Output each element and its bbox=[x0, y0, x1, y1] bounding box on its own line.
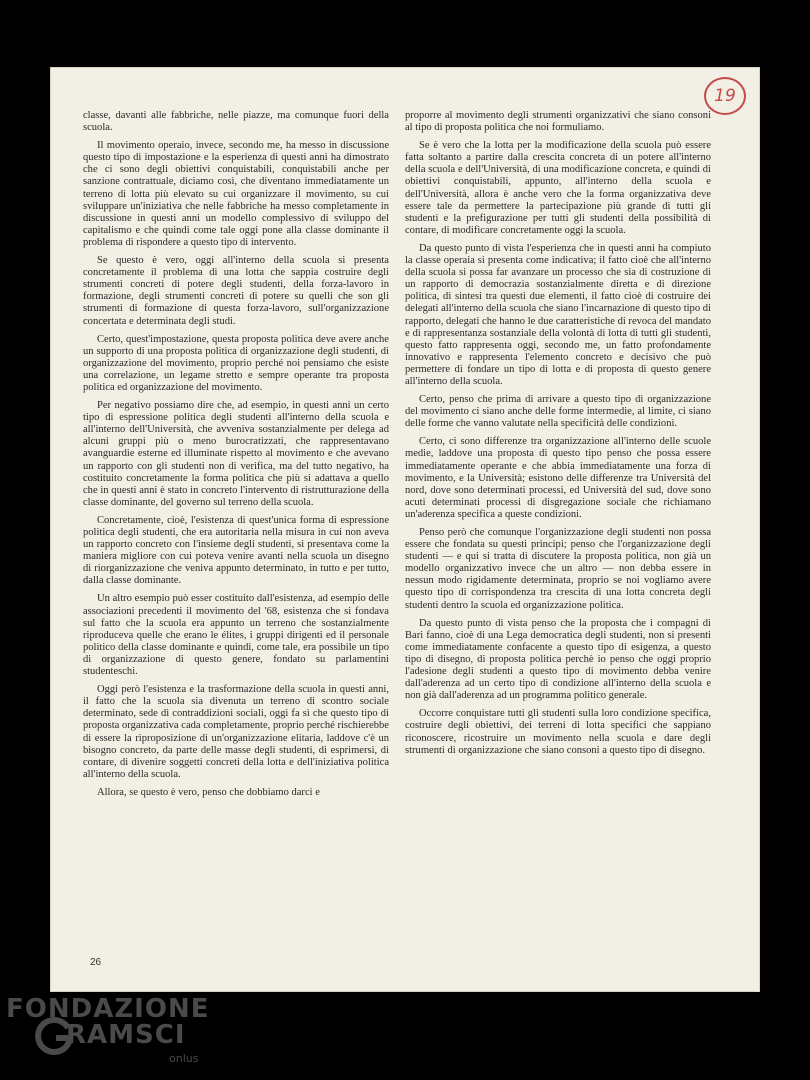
paragraph: Concretamente, cioè, l'esistenza di quest'unica forma di espressione politica degli studenti, che era autoritaria nella misura in cui non aveva un rapporto concreto con l'insieme degli studenti, si presentava come la maniera migliore con cui poteva venire avanti nella scuola un disegno di riorganizzazione che veniva appunto determinato, in tutto e per tutto, dalla classe dominante. bbox=[83, 514, 389, 587]
right-column bbox=[405, 110, 711, 763]
paragraph: Certo, penso che prima di arrivare a questo tipo di organizzazione del movimento ci siano anche delle forme intermedie, al limite, ci siano delle forme che vanno valutate nella specificità delle condizioni. bbox=[405, 394, 711, 430]
paragraph: Certo, ci sono differenze tra organizzazione all'interno delle scuole medie, laddove una proposta di questo tipo penso che possa essere immediatamente operante e che abbia immediatamente una forza di movimento, e la Università; esistono delle differenze tra Università del nord, dove sono determinati processi, ed Università del sud, dove sono acuti determinati processi di disgregazione sociale che richiamano un'aderenza specifica a queste condizioni. bbox=[405, 436, 711, 520]
paragraph: Se è vero che la lotta per la modificazione della scuola può essere fatta soltanto a partire dalla crescita concreta di un potere all'interno della scuola e dell'Università, di una modificazione concreta, e quindi di obiettivi conquistabili, appunto, all'interno della scuola e dell'Università, allora è anche vero che la forma organizzativa deve essere tale da permettere la partecipazione più grande di tutti gli studenti e la prefigurazione per tutti gli studenti della possibilità di contare, di modificare concretamente oggi la scuola. bbox=[405, 140, 711, 236]
paragraph: proporre al movimento degli strumenti organizzativi che siano consoni al tipo di proposta politica che noi formuliamo. bbox=[405, 110, 711, 134]
stamp-number: 19 bbox=[714, 86, 736, 106]
logo-suffix: onlus bbox=[169, 1052, 199, 1065]
paragraph: Il movimento operaio, invece, secondo me, ha messo in discussione questo tipo di impostazione e la esperienza di questi anni ha dimostrato che ci sono degli obiettivi conquistabili, conquistabili anche per sanzione contrattuale, diciamo così, che diventano immediatamente un terreno di lotta più elevato su cui organizzare il movimento, su cui sviluppare un'iniziativa che nelle fabbriche ha messo completamente in discussione in questi anni un modello complessivo di sviluppo del capitalismo e che quindi come tale oggi pone alla classe dominante il problema di rispondere a questo tipo di intervento. bbox=[83, 140, 389, 248]
fondazione-gramsci-logo bbox=[6, 994, 210, 1076]
paragraph: Da questo punto di vista l'esperienza che in questi anni ha compiuto la classe operaia si presenta come indicativa; il fatto cioè che all'interno della scuola si possa far avanzare un processo che sia di costruzione di un rapporto di democrazia sostanzialmente diretta e di direzione politica, di sintesi tra questi due elementi, il fatto cioè di costruire dei delegati all'interno della scuola che siano l'incarnazione di questo tipo di rapporto, delegati che hanno le due caratteristiche di revoca del mandato e di rappresentanza sostanziale della volontà di lotta di tutti gli studenti, questo fatto rappresenta oggi, secondo me, un fatto profondamente innovativo e rappresenta l'elemento concreto e decisivo che può permettere di fondare un tipo di lotta e di proposta di questo genere all'interno della scuola. bbox=[405, 242, 712, 387]
paragraph: Se questo è vero, oggi all'interno della scuola si presenta concretamente il problema di una lotta che sappia costruire degli strumenti concreti di potere degli studenti, della forza-lavoro in formazione, degli strumenti concreti di potere su quelli che son gli strumenti di formazione di questa forza-lavoro, sull'organizzazione concertata e determinata degli studi. bbox=[83, 255, 389, 327]
left-column bbox=[83, 110, 389, 805]
paragraph: Oggi però l'esistenza e la trasformazione della scuola in questi anni, il fatto che la scuola sia divenuta un terreno di scontro sociale determinato, sede di contraddizioni sociali, oggi fa sì che questo tipo di proposta organizzativa cada completamente, proprio perché rischierebbe di essere la riproposizione di un'organizzazione elitaria, laddove c'è un bisogno concreto, da parte delle masse degli studenti, di esprimersi, di contare, di divenire soggetti concreti della lotta e dell'iniziativa politica all'interno della scuola. bbox=[83, 684, 389, 780]
logo-line-2: RAMSCI bbox=[66, 1020, 186, 1050]
paragraph: Un altro esempio può esser costituito dall'esistenza, ad esempio delle associazioni precedenti il movimento del '68, esistenza che si fondava sul fatto che la scuola era appunto un terreno che sostanzialmente riproduceva quelle che erano le élites, i gruppi dirigenti ed il personale politico della classe dominante e quindi, come tale, era possibile un tipo di organizzazione di questo genere, fondato su parlamentini studenteschi. bbox=[83, 593, 389, 678]
paragraph: Da questo punto di vista penso che la proposta che i compagni di Bari fanno, cioè di una Lega democratica degli studenti, non si presenti come immediatamente confacente a questo tipo di esigenza, a questo tipo di disegno, di proposta politica perchè io penso che oggi proprio l'adesione degli studenti a questo tipo di movimento debba venire dall'aderenza ad un certo tipo di condizione all'interno della scuola e non già dall'aderenza ad un programma politico generale. bbox=[405, 617, 711, 702]
paragraph: Penso però che comunque l'organizzazione degli studenti non possa essere che fondata su questi principi; penso che l'organizzazione degli studenti — e qui si tratta di discutere la proposta politica, non già un modello organizzativo invece che un altro — non debba essere in nessun modo rigidamente determinata, proprio se noi vogliamo avere questo tipo di corrispondenza tra crescita di una lotta concreta degli studenti dentro la scuola ed organizzazione politica. bbox=[405, 527, 711, 611]
paragraph: Occorre conquistare tutti gli studenti sulla loro condizione specifica, costruire degli obiettivi, dei terreni di lotta specifici che sappiano riconoscere, ricostruire un movimento nella scuola e dare degli strumenti di organizzazione che siano consoni a questo tipo di disegno. bbox=[405, 708, 711, 756]
paragraph: Certo, quest'impostazione, questa proposta politica deve avere anche un supporto di una proposta politica di organizzazione degli studenti, di organizzazione del movimento, proprio perché noi pensiamo che esiste una correlazione, un legame stretto e sempre operante tra proposta politica ed organizzazione del movimento. bbox=[83, 333, 389, 393]
paragraph: Allora, se questo è vero, penso che dobbiamo darci e bbox=[97, 786, 320, 798]
paragraph: Per negativo possiamo dire che, ad esempio, in questi anni un certo tipo di espressione politica degli studenti all'interno della scuola e all'interno dell'Università, che avveniva sostanzialmente per delega ad alcuni gruppi più o meno burocratizzati, che rappresentavano avanguardie esterne ed illuminate rispetto al movimento e che avevano un rapporto con gli studenti non di verifica, ma del tutto negativo, ha costituito concretamente la forma politica che più si adattava a quello che in questi anni è stato in concreto l'intervento di ristrutturazione della classe dominante, del governo sul terreno della scuola. bbox=[83, 400, 389, 508]
paragraph: classe, davanti alle fabbriche, nelle piazze, ma comunque fuori della scuola. bbox=[83, 110, 389, 134]
document-page bbox=[50, 67, 760, 992]
page-number: 26 bbox=[90, 957, 102, 968]
logo-line-1: FONDAZIONE bbox=[6, 994, 210, 1024]
